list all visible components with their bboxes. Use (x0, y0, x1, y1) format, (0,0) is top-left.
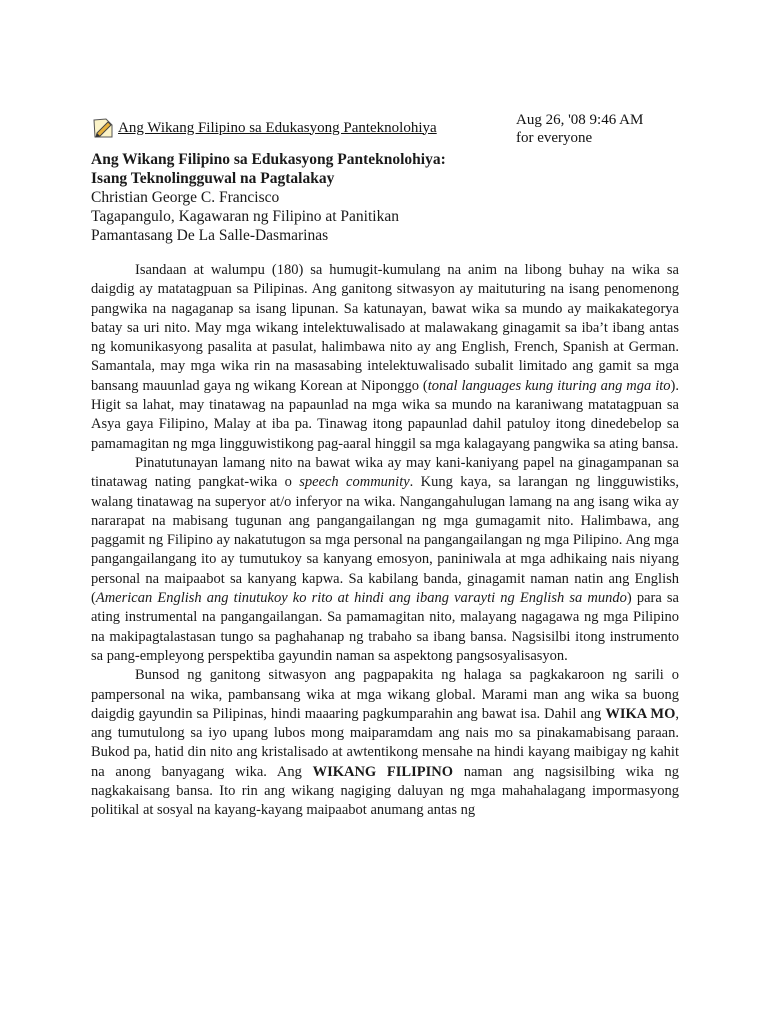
document-link-row (92, 117, 437, 139)
paragraph-1-text-a: Isandaan at walumpu (180) sa humugit-kumulang na anim na libong buhay na wika sa daigdig ay matatagpuan sa Pilipinas. Ang ganitong sitwasyon ay maituturing na isang penomenong pangwika na nagaganap sa isang lipunan. Sa katunayan, bawat wika sa mundo ay maikakategorya batay sa uri nito. May mga wikang intelektuwalisado at malawakang ginagamit sa iba’t ibang antas ng komunikasyong pasalita at pasulat, halimbawa nito ay ang English, French, Spanish at German. Samantala, may mga wika rin na masasabing intelektuwalisado subalit limitado ang gamit sa mga bansang mauunlad gaya ng wikang Korean at Niponggo ( (91, 262, 679, 394)
paragraph-1-text-b: ). Higit sa lahat, may tinatawag na papaunlad na mga wika sa mundo na karaniwang matatagpuan sa Asya gaya Filipino, Malay at iba pa. Tinawag itong papaunlad dahil patuloy itong dinedebelop sa pamamagitan ng mga lingguwistikong pag-aaral hinggil sa mga kalagayang pangwika sa ating bansa. (91, 377, 680, 452)
paragraph-2-text-c: ) para sa ating instrumental na pangangailangan. Sa pamamagitan nito, malayang nagagawa ng mga Pilipino na makipagtalastasan tungo sa paghahanap ng trabaho sa ibang bansa. Nagsisilbi itong instrumento sa pang-empleyong perspektiba gayundin naman sa aspektong pangsosyalisasyon. (91, 590, 679, 664)
paragraph-3-text-c: naman ang nagsisilbing wika ng nagkakaisang bansa. Ito rin ang wikang nagiging daluyan ng mga mahahalagang impormasyong politikal at sosyal na kayang-kayang maipaabot anumang antas ng (91, 763, 679, 819)
paragraph-3-bold-b: WIKANG FILIPINO (312, 763, 453, 780)
author-school: Pamantasang De La Salle-Dasmarinas (91, 227, 329, 244)
paragraph-3 (91, 666, 679, 820)
article-title-line-1: Ang Wikang Filipino sa Edukasyong Panteknolohiya: (91, 151, 446, 168)
paragraph-2-text-b: . Kung kaya, sa larangan ng lingguwistiks, walang tinatawag na superyor at/o inferyor na wika. Nangangahulugan lamang na ang isang wika ay nararapat na mabisang tugunan ang pangangailangan ng mga gumagamit nito. Halimbawa, ang paggamit ng Filipino ay nakatutugon sa mga personal na pangangailangan ng mga Pilipino. Ang mga pangangailangang ito ay tumutukoy sa kanyang emosyon, paniniwala at mga adhikaing nais niyang personal na maipaabot sa kanyang kapwa. Sa kabilang banda, ginagamit naman natin ang English ( (91, 474, 679, 607)
post-date: Aug 26, '08 9:46 AM (516, 112, 644, 128)
paragraph-3-text-a: Bunsod ng ganitong sitwasyon ang pagpapakita ng halaga sa pagkakaroon ng sarili o pampersonal na wika, pambansang wika at mga wikang global. Marami man ang wika sa buong daigdig gayundin sa Pilipinas, hindi maaaring pagkumparahin ang bawat isa. Dahil ang (91, 667, 679, 722)
post-meta (516, 111, 643, 147)
note-pencil-icon (92, 117, 114, 139)
post-audience: for everyone (516, 130, 593, 146)
paragraph-3-text-b: , ang tumutulong sa iyo upang lubos mong maiparamdam ang nais mo sa pinakamabisang paraan. Bukod pa, hatid din nito ang kristalisado at awtentikong mensahe na hindi kayang maibigay ng kahit na anong banyagang wika. Ang (91, 705, 679, 780)
paragraph-2-italic-a: speech community (299, 474, 410, 491)
paragraph-2 (91, 454, 679, 666)
paragraph-2-text-a: Pinatutunayan lamang nito na bawat wika ay may kani-kaniyang papel na ginagampanan sa tinatawag nating pangkat-wika o (91, 454, 679, 491)
article-body (91, 261, 679, 821)
article-title-line-2: Isang Teknolingguwal na Pagtalakay (91, 170, 335, 187)
document-title-link[interactable]: Ang Wikang Filipino sa Edukasyong Panteknolohiya (118, 119, 437, 136)
article-heading (91, 150, 691, 245)
paragraph-2-italic-b: American English ang tinutukoy ko rito at hindi ang ibang varayti ng English sa mundo (95, 590, 627, 607)
author-name: Christian George C. Francisco (91, 189, 280, 206)
paragraph-3-bold-a: WIKA MO (605, 705, 676, 722)
paragraph-1 (91, 261, 679, 454)
author-position: Tagapangulo, Kagawaran ng Filipino at Panitikan (91, 208, 399, 225)
paragraph-1-italic: tonal languages kung ituring ang mga ito (427, 377, 671, 394)
